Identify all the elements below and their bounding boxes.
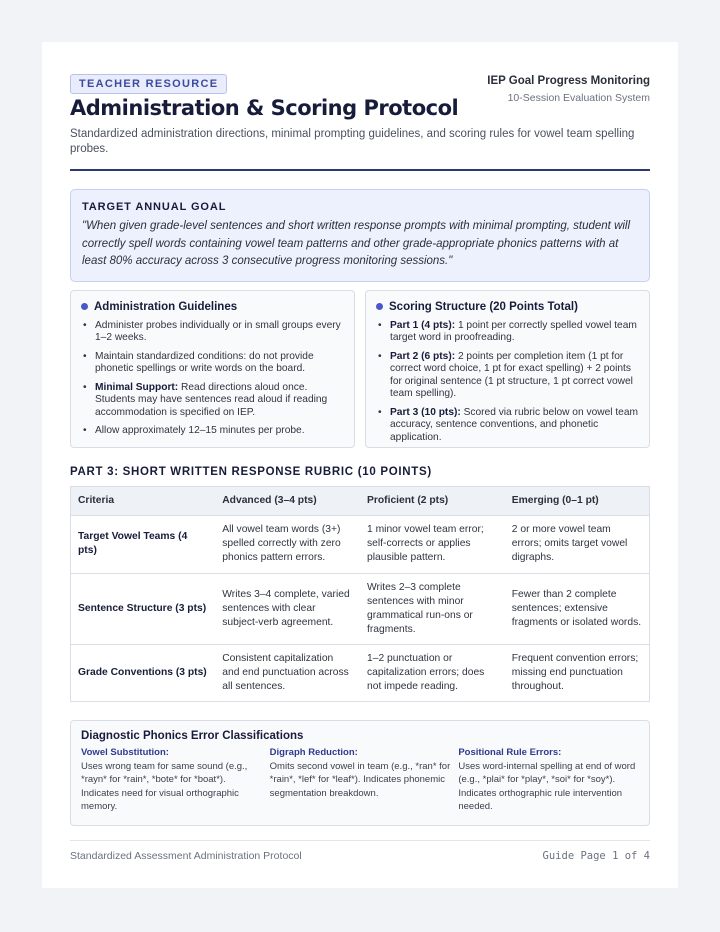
footer-page-number: Guide Page 1 of 4 [542, 850, 650, 862]
diagnostic-item-text: Uses wrong team for same sound (e.g., *rayn* for *rain*, *bote* for *boat*). Indicates need for visual orthographic memory. [81, 760, 248, 812]
document-page [42, 42, 678, 888]
item-text: Read directions aloud once. Students may have sentences read aloud if reading accommodation is specified on IEP. [95, 381, 328, 418]
list-item [81, 382, 344, 420]
table-row [71, 573, 650, 644]
diagnostic-item [81, 747, 262, 814]
administration-list [81, 320, 344, 438]
diagnostic-item [270, 747, 451, 814]
column-header: Proficient (2 pts) [360, 486, 505, 515]
diagnostic-item-text: Omits second vowel in team (e.g., *ran* for *rain*, *lef* for *leaf*). Indicates phonemic segmentation breakdown. [269, 760, 451, 799]
diagnostic-item-title: Positional Rule Errors: [458, 746, 562, 758]
header-program-subtitle: 10-Session Evaluation System [507, 92, 650, 104]
table-cell: Frequent convention errors; missing end punctuation throughout. [505, 644, 650, 701]
item-bold: Part 1 (4 pts): [390, 319, 456, 331]
item-text: 2 points per completion item (1 pt for correct word choice, 1 pt for exact spelling) + 2 points for original sentence (1 pt structure, 1 pt correct vowel team spelling). [390, 350, 633, 399]
diagnostic-columns [81, 747, 639, 814]
diagnostic-item-title: Digraph Reduction: [269, 746, 358, 758]
scoring-structure-title: Scoring Structure (20 Points Total) [389, 300, 578, 313]
table-cell: 1–2 punctuation or capitalization errors; does not impede reading. [360, 644, 505, 701]
scoring-structure-panel [365, 290, 650, 448]
diagnostic-item [458, 747, 639, 814]
scoring-list [376, 320, 639, 445]
list-item [81, 351, 344, 376]
target-goal-box [70, 189, 650, 282]
item-text: 1 point per correctly spelled vowel team target word in proofreading. [390, 319, 637, 343]
diagnostic-item-title: Vowel Substitution: [81, 746, 169, 758]
item-text: Maintain standardized conditions: do not provide phonetic spellings or write words on the board. [95, 350, 314, 374]
table-cell: All vowel team words (3+) spelled correctly with zero phonics pattern errors. [215, 515, 360, 573]
goal-text: "When given grade-level sentences and short written response prompts with minimal prompting, student will correctly spell words containing vowel team patterns and other grade-appropriate phonics patterns with at least 80% accuracy across 3 consecutive progress monitoring sessions." [82, 220, 631, 267]
item-text: Scored via rubric below on vowel team accuracy, sentence conventions, and phonetic application. [390, 406, 638, 443]
header-program-title: IEP Goal Progress Monitoring [487, 75, 650, 87]
administration-guidelines-title: Administration Guidelines [94, 300, 238, 313]
bullet-dot-icon [376, 303, 383, 310]
page-footer [70, 840, 650, 862]
page-subtitle: Standardized administration directions, minimal prompting guidelines, and scoring rules for vowel team spelling probes. [70, 128, 635, 155]
list-item [376, 407, 639, 445]
column-header: Criteria [71, 486, 216, 515]
item-bold: Part 2 (6 pts): [390, 350, 456, 362]
goal-label: TARGET ANNUAL GOAL [82, 201, 227, 213]
list-item [81, 425, 344, 438]
rubric-table [70, 486, 650, 702]
bullet-dot-icon [81, 303, 88, 310]
diagnostic-classifications-box [70, 720, 650, 826]
header-meta [487, 75, 650, 104]
column-header: Advanced (3–4 pts) [215, 486, 360, 515]
list-item [81, 320, 344, 345]
header [70, 72, 650, 118]
table-cell: Writes 3–4 complete, varied sentences with clear subject-verb agreement. [215, 573, 360, 644]
table-cell: Writes 2–3 complete sentences with minor grammatical run-ons or fragments. [360, 573, 505, 644]
table-cell: 1 minor vowel team error; self-corrects or applies plausible pattern. [360, 515, 505, 573]
diagnostic-title: Diagnostic Phonics Error Classifications [81, 729, 304, 742]
criteria-cell: Target Vowel Teams (4 pts) [71, 515, 216, 573]
resource-badge: TEACHER RESOURCE [70, 74, 227, 94]
administration-guidelines-panel [70, 290, 355, 448]
item-text: Allow approximately 12–15 minutes per probe. [95, 425, 305, 436]
criteria-cell: Sentence Structure (3 pts) [71, 573, 216, 644]
column-header: Emerging (0–1 pt) [505, 486, 650, 515]
footer-left-text: Standardized Assessment Administration Protocol [70, 850, 302, 862]
list-item [376, 320, 639, 345]
page-title: Administration & Scoring Protocol [70, 96, 459, 120]
table-row [71, 515, 650, 573]
header-divider [70, 169, 650, 171]
administration-guidelines-heading [81, 301, 344, 313]
diagnostic-item-text: Uses word-internal spelling at end of word (e.g., *plai* for *play*, *soi* for *soy*). Indicates orthographic rule intervention needed. [458, 760, 636, 812]
scoring-structure-heading [376, 301, 639, 313]
item-text: Administer probes individually or in small groups every 1–2 weeks. [95, 319, 341, 343]
table-header-row [71, 486, 650, 515]
item-bold: Minimal Support: [95, 381, 179, 393]
list-item [376, 351, 639, 401]
item-bold: Part 3 (10 pts): [390, 406, 461, 418]
table-cell: 2 or more vowel team errors; omits target vowel digraphs. [505, 515, 650, 573]
rubric-section-title: PART 3: SHORT WRITTEN RESPONSE RUBRIC (10 POINTS) [70, 465, 432, 478]
guidelines-columns [70, 290, 650, 448]
criteria-cell: Grade Conventions (3 pts) [71, 644, 216, 701]
table-row [71, 644, 650, 701]
table-cell: Fewer than 2 complete sentences; extensive fragments or isolated words. [505, 573, 650, 644]
table-cell: Consistent capitalization and end punctuation across all sentences. [215, 644, 360, 701]
